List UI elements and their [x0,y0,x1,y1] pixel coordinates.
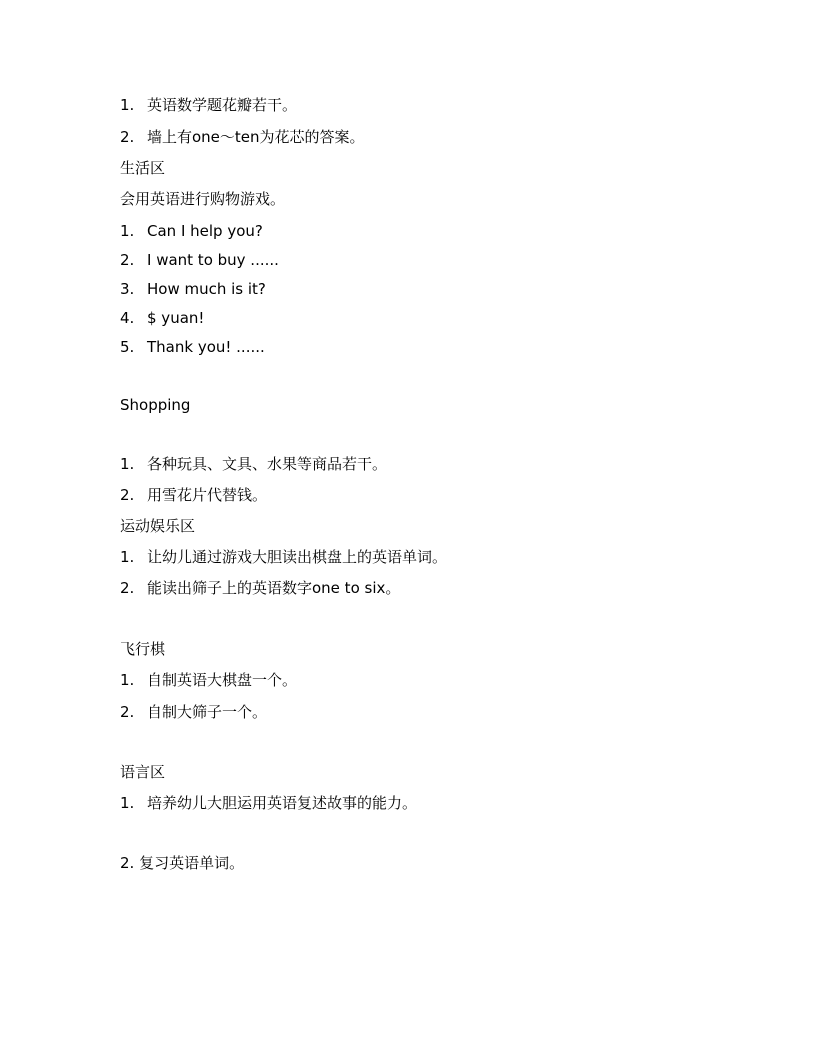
section-heading: 运动娱乐区 [120,517,196,535]
list-item [120,127,365,147]
item-text: 用雪花片代替钱。 [147,486,268,504]
paragraph: 2. 复习英语单词。 [120,854,245,872]
list-item [120,702,267,722]
item-number: 5. [120,338,135,356]
section-heading: 语言区 [120,763,166,781]
item-text: 自制大筛子一个。 [147,703,268,721]
item-number: 1. [120,455,135,473]
item-number: 2. [120,703,135,721]
list-item [120,221,263,241]
item-number: 1. [120,794,135,812]
list-item [120,670,297,690]
list-item [120,279,266,299]
paragraph: 会用英语进行购物游戏。 [120,190,286,208]
item-text: Can I help you? [147,222,263,240]
item-number: 1. [120,96,135,114]
item-number: 1. [120,548,135,566]
item-text: I want to buy ...... [147,251,279,269]
list-item [120,95,297,115]
item-number: 1. [120,671,135,689]
item-number: 1. [120,222,135,240]
item-number: 2. [120,486,135,504]
list-item [120,547,447,567]
item-number: 3. [120,280,135,298]
item-text: 培养幼儿大胆运用英语复述故事的能力。 [147,794,418,812]
item-number: 2. [120,128,135,146]
item-text: 各种玩具、文具、水果等商品若干。 [147,455,388,473]
item-text: 能读出筛子上的英语数字one to six。 [147,579,401,597]
section-heading: 生活区 [120,159,166,177]
list-item [120,337,265,357]
item-text: 自制英语大棋盘一个。 [147,671,298,689]
item-text: How much is it? [147,280,266,298]
item-text: 英语数学题花瓣若干。 [147,96,298,114]
section-heading: Shopping [120,396,191,414]
list-item [120,793,417,813]
item-number: 2. [120,251,135,269]
list-item [120,578,400,598]
item-text: 墙上有one～ten为花芯的答案。 [147,128,365,146]
section-heading: 飞行棋 [120,640,166,658]
list-item [120,485,267,505]
item-text: $ yuan! [147,309,205,327]
item-number: 4. [120,309,135,327]
list-item [120,454,387,474]
item-number: 2. [120,579,135,597]
item-text: Thank you! ...... [147,338,265,356]
item-text: 让幼儿通过游戏大胆读出棋盘上的英语单词。 [147,548,448,566]
list-item [120,250,279,270]
list-item [120,308,204,328]
